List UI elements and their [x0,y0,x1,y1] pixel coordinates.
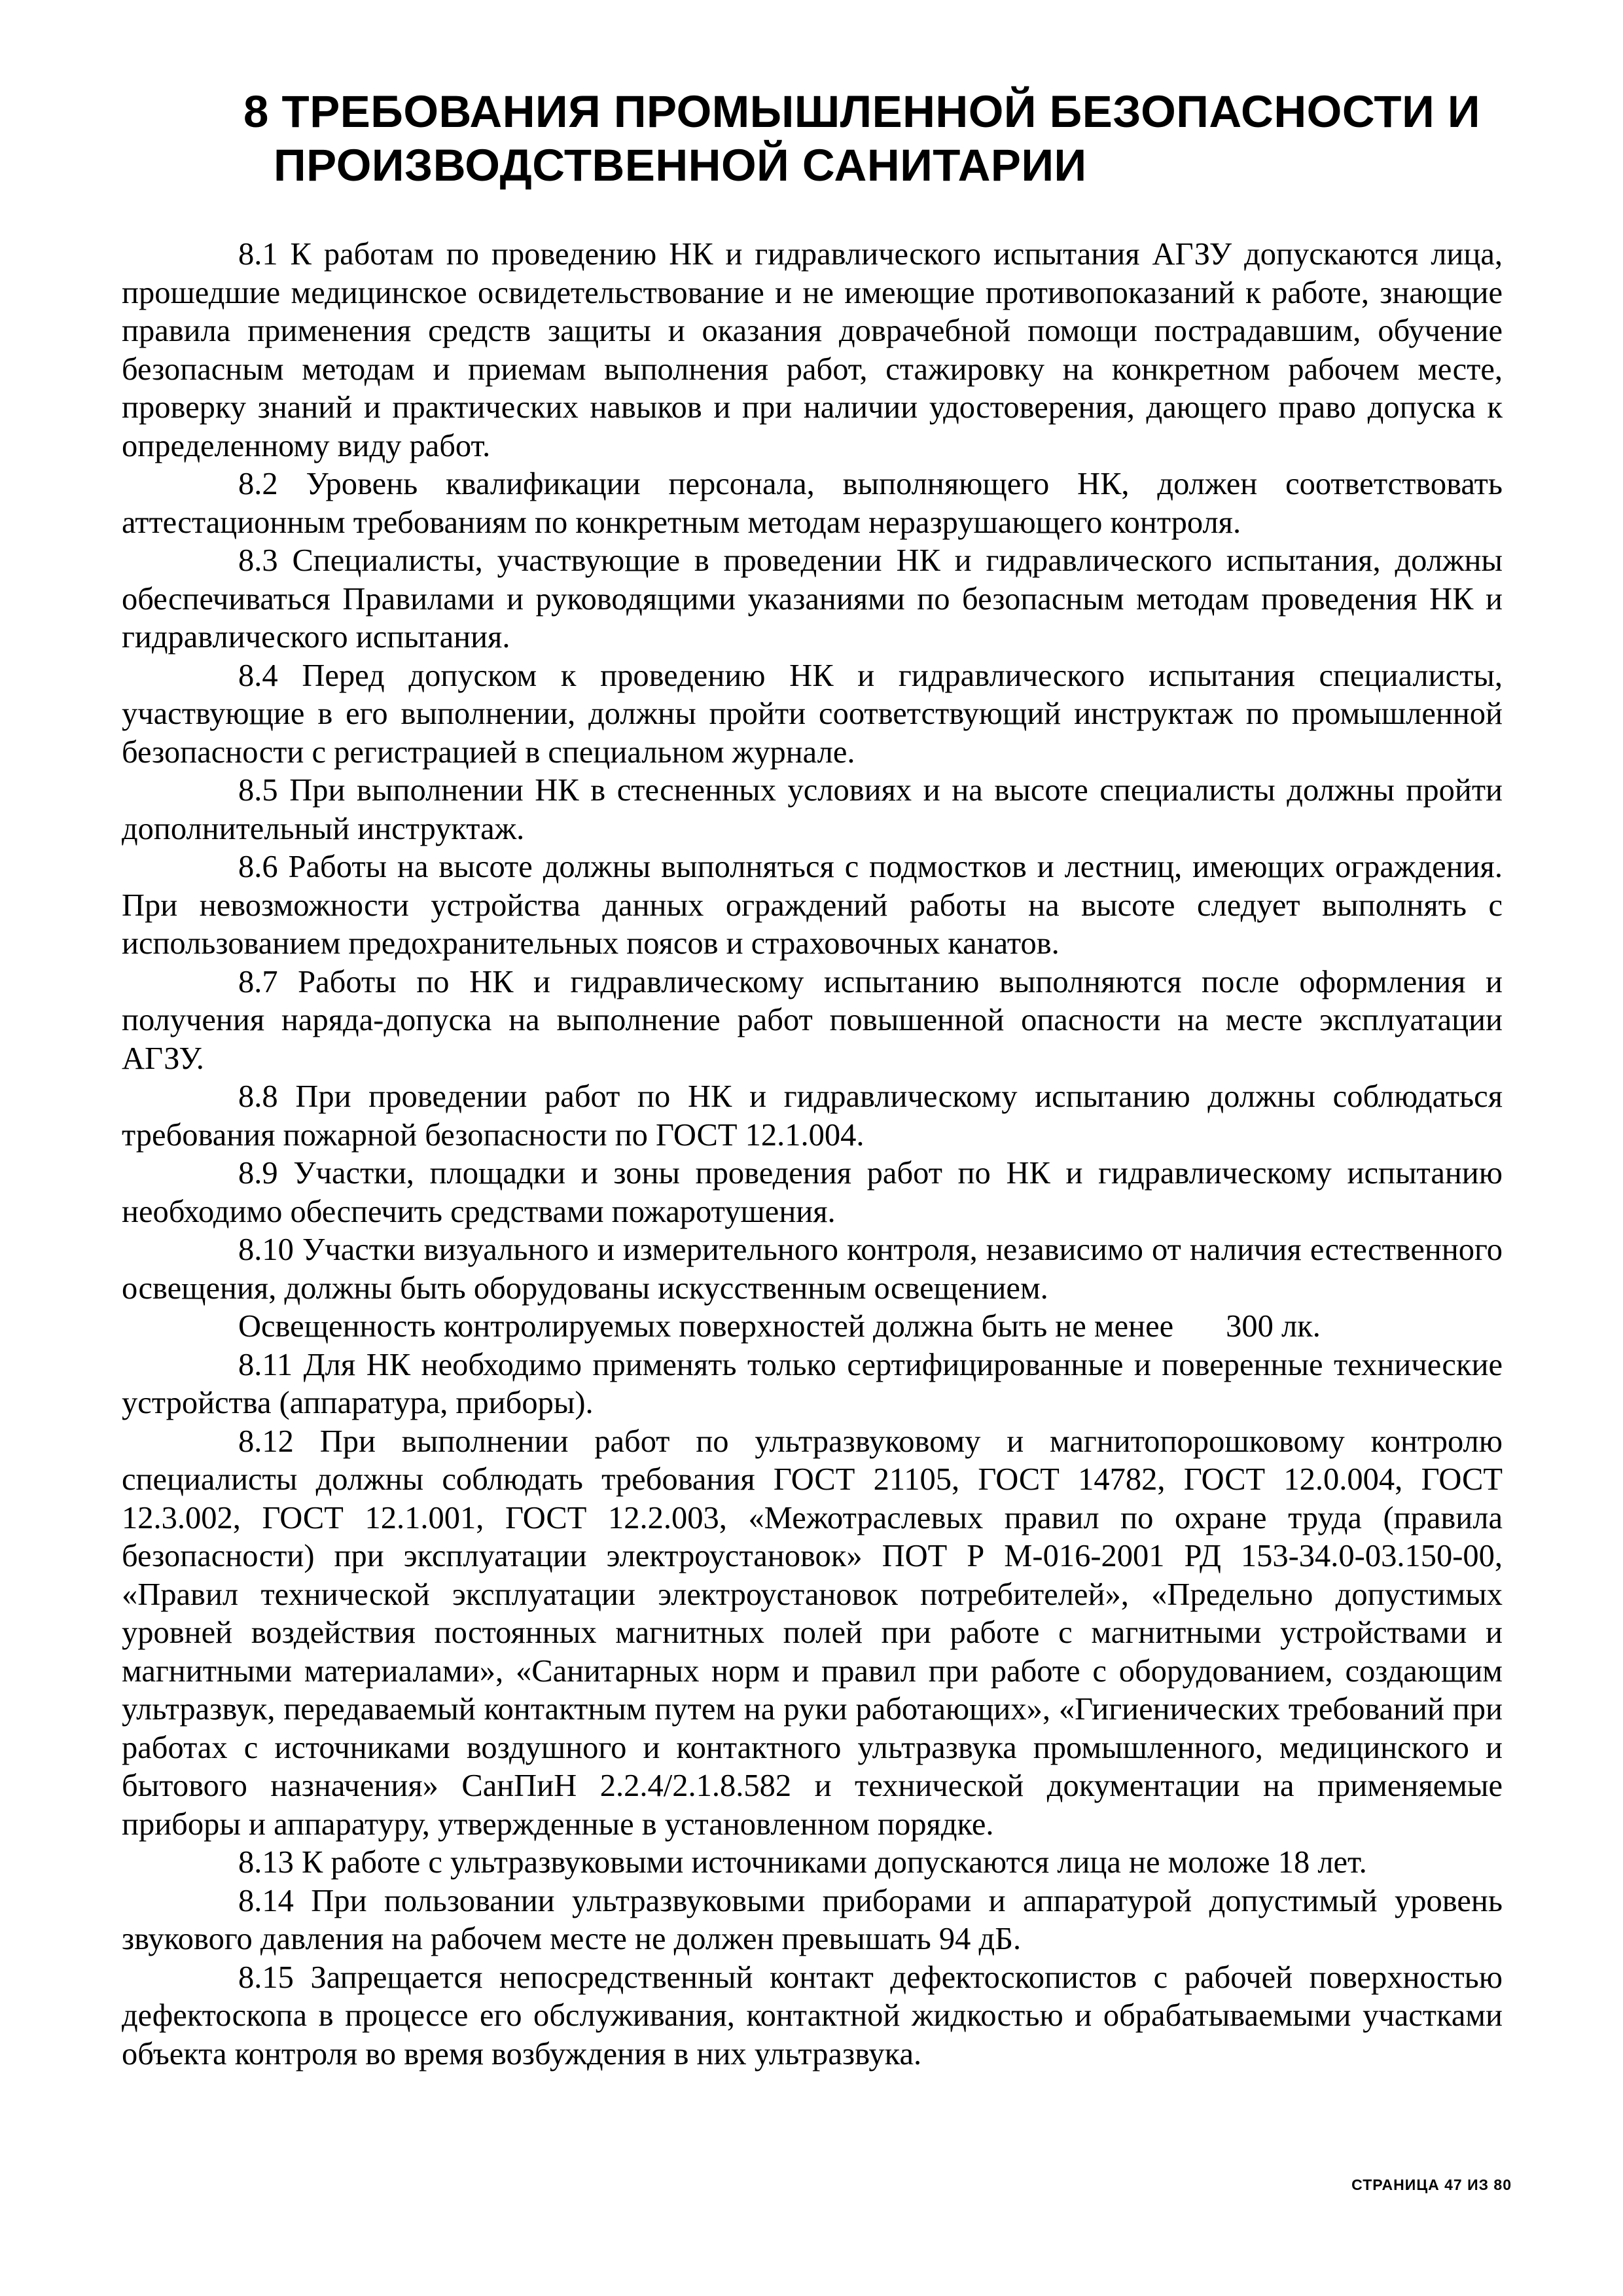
section-heading-line-1: 8 ТРЕБОВАНИЯ ПРОМЫШЛЕННОЙ БЕЗОПАСНОСТИ И [243,86,1480,137]
paragraph-8-3: 8.3 Специалисты, участвующие в проведении НК и гидравлического испытания, должны обеспечиваться Правилами и руководящими указаниями по безопасным методам проведения НК и гидравлического испытания. [122,543,1503,655]
paragraph-8-2: 8.2 Уровень квалификации персонала, выполняющего НК, должен соответствовать аттестационным требованиям по конкретным методам неразрушающего контроля. [122,467,1503,540]
paragraph-8-11: 8.11 Для НК необходимо применять только сертифицированные и поверенные технические устройства (аппаратура, приборы). [122,1347,1503,1420]
paragraph-8-4: 8.4 Перед допуском к проведению НК и гидравлического испытания специалисты, участвующие в его выполнении, должны пройти соответствующий инструктаж по промышленной безопасности с регистрацией в специальном журнале. [122,658,1503,770]
paragraph-8-15: 8.15 Запрещается непосредственный контакт дефектоскопистов с рабочей поверхностью дефектоскопа в процессе его обслуживания, контактной жидкостью и обрабатываемыми участками объекта контроля во время возбуждения в них ультразвука. [122,1960,1503,2072]
paragraph-8-10: 8.10 Участки визуального и измерительного контроля, независимо от наличия естественного освещения, должны быть оборудованы искусственным освещением. [122,1232,1503,1306]
paragraph-8-13: 8.13 К работе с ультразвуковыми источниками допускаются лица не моложе 18 лет. [238,1845,1367,1880]
section-heading [243,85,1539,192]
paragraph-8-6: 8.6 Работы на высоте должны выполняться с подмостков и лестниц, имеющих ограждения. При невозможности устройства данных ограждений работы на высоте следует выполнять с использованием предохранительных поясов и страховочных канатов. [122,850,1503,961]
paragraph-8-1: 8.1 К работам по проведению НК и гидравлического испытания АГЗУ допускаются лица, прошедшие медицинское освидетельствование и не имеющие противопоказаний к работе, знающие правила применения средств защиты и оказания доврачебной помощи пострадавшим, обучение безопасным методам и приемам выполнения работ, стажировку на конкретном рабочем месте, проверку знаний и практических навыков и при наличии удостоверения, дающего право допуска к определенному виду работ. [122,237,1503,463]
illumination-value: 300 лк. [1226,1309,1321,1344]
paragraph-8-14: 8.14 При пользовании ультразвуковыми приборами и аппаратурой допустимый уровень звукового давления на рабочем месте не должен превышать 94 дБ. [122,1883,1503,1956]
page-number-footer: СТРАНИЦА 47 ИЗ 80 [1351,2176,1512,2193]
paragraph-8-12: 8.12 При выполнении работ по ультразвуковому и магнитопорошковому контролю специалисты должны соблюдать требования ГОСТ 21105, ГОСТ 14782, ГОСТ 12.0.004, ГОСТ 12.3.002, ГОСТ 12.1.001, ГОСТ 12.2.003, «Межотраслевых правил по охране труда (правила безопасности) при эксплуатации электроустановок» ПОТ Р М-016-2001 РД 153-34.0-03.150-00, «Правил технической эксплуатации электроустановок потребителей», «Предельно допустимых уровней воздействия постоянных магнитных полей при работе с магнитными устройствами и магнитными материалами», «Санитарных норм и правил при работе с оборудованием, создающим ультразвук, передаваемый контактным путем на руки работающих», «Гигиенических требований при работах с источниками воздушного и контактного ультразвука промышленного, медицинского и бытового назначения» СанПиН 2.2.4/2.1.8.582 и технической документации на применяемые приборы и аппаратуру, утвержденные в установленном порядке. [122,1424,1503,1842]
paragraph-8-8: 8.8 При проведении работ по НК и гидравлическому испытанию должны соблюдаться требования пожарной безопасности по ГОСТ 12.1.004. [122,1079,1503,1153]
illumination-text: Освещенность контролируемых поверхностей должна быть не менее [238,1309,1174,1344]
paragraph-8-7: 8.7 Работы по НК и гидравлическому испытанию выполняются после оформления и получения наряда-допуска на выполнение работ повышенной опасности на месте эксплуатации АГЗУ. [122,964,1503,1076]
section-heading-line-2: ПРОИЗВОДСТВЕННОЙ САНИТАРИИ [274,140,1087,190]
illumination-requirement [122,1308,1503,1346]
document-body [122,236,1503,2073]
paragraph-8-9: 8.9 Участки, площадки и зоны проведения работ по НК и гидравлическому испытанию необходимо обеспечить средствами пожаротушения. [122,1156,1503,1229]
paragraph-8-5: 8.5 При выполнении НК в стесненных условиях и на высоте специалисты должны пройти дополнительный инструктаж. [122,773,1503,846]
